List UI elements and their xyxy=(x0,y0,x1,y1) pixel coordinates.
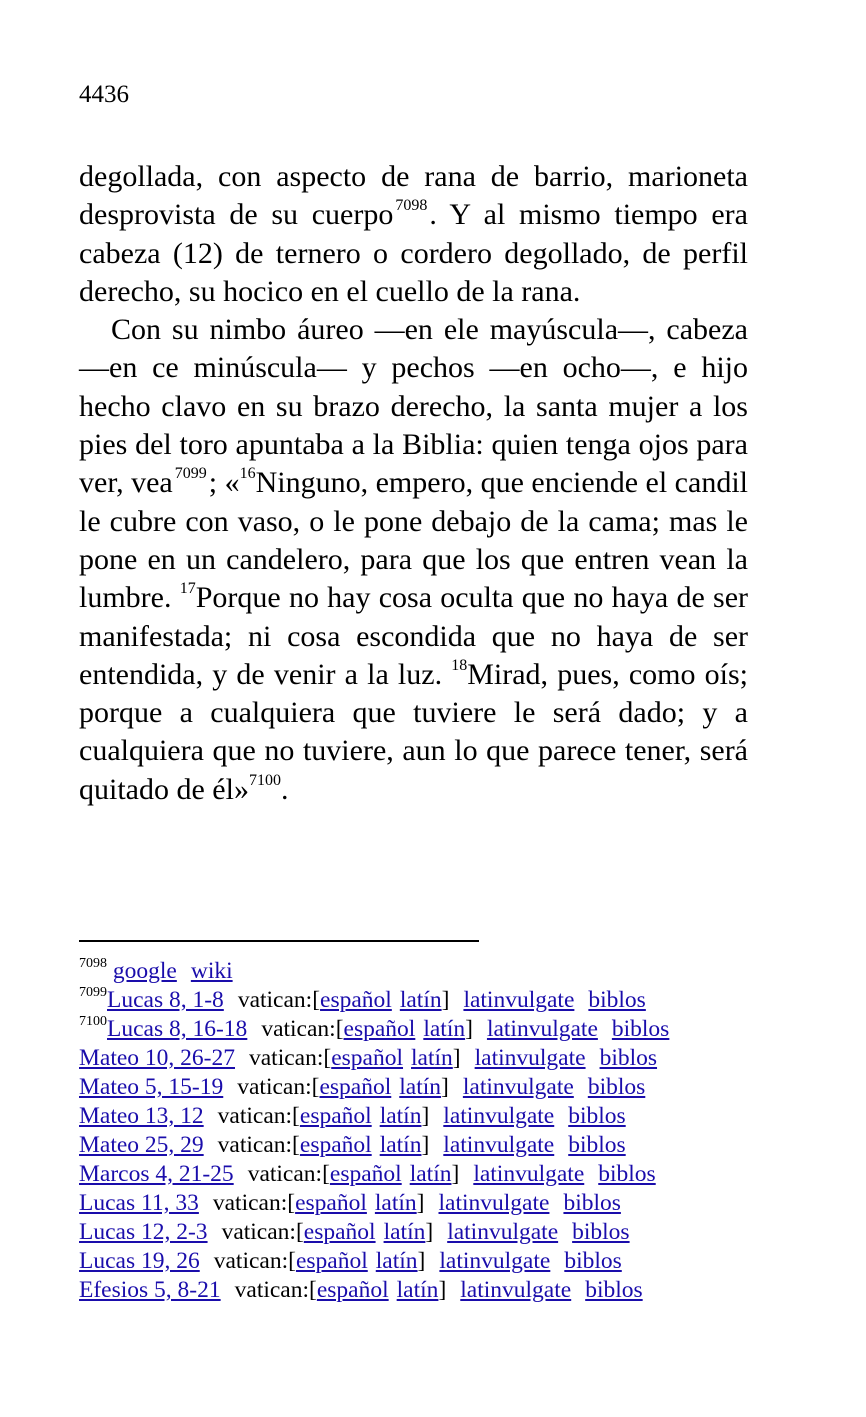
footnote-ref-line xyxy=(79,1073,819,1102)
verse-number: 18 xyxy=(451,656,468,674)
latinvulgate-link[interactable]: latinvulgate xyxy=(463,987,575,1013)
vatican-label: vatican:[ xyxy=(217,1103,300,1129)
footnote-ref-line xyxy=(79,1160,819,1189)
biblos-link[interactable]: biblos xyxy=(585,1277,643,1303)
bible-reference-link[interactable]: Marcos 4, 21-25 xyxy=(79,1161,234,1187)
espanol-link[interactable]: español xyxy=(316,1277,389,1303)
paragraph-text: degollada, con aspecto de rana de barrio, marioneta desprovista de su cuerpo xyxy=(79,160,748,232)
latinvulgate-link[interactable]: latinvulgate xyxy=(462,1074,574,1100)
espanol-link[interactable]: español xyxy=(299,1132,372,1158)
biblos-link[interactable]: biblos xyxy=(587,1074,646,1100)
verse-number: 17 xyxy=(179,580,196,598)
biblos-link[interactable]: biblos xyxy=(611,1016,670,1042)
footnote-number: 7100 xyxy=(79,1014,107,1029)
footnote-ref-line xyxy=(79,1276,819,1305)
biblos-link[interactable]: biblos xyxy=(563,1190,621,1216)
paragraph-text: . Y al mismo tiempo era cabeza (12) de ternero o cordero degollado, de perfil derecho, su hocico en el cuello de la rana. xyxy=(79,198,748,308)
vatican-label: vatican:[ xyxy=(213,1248,296,1274)
espanol-link[interactable]: español xyxy=(295,1190,367,1216)
latin-link[interactable]: latín xyxy=(379,1132,422,1158)
paragraph-text: ; « xyxy=(208,466,240,500)
paragraph-text: Porque no hay cosa oculta que no haya de ser manifestada; ni cosa escondida que no haya de ser entendida, y de venir a la luz. xyxy=(79,581,748,691)
biblos-link[interactable]: biblos xyxy=(564,1248,622,1274)
wiki-link[interactable]: wiki xyxy=(190,958,233,984)
bible-reference-link[interactable]: Lucas 8, 1-8 xyxy=(107,987,224,1013)
close-bracket: ] xyxy=(438,1277,447,1303)
latin-link[interactable]: latín xyxy=(409,1161,452,1187)
footnote-ref: 7099 xyxy=(174,465,207,483)
latinvulgate-link[interactable]: latinvulgate xyxy=(473,1161,585,1187)
close-bracket: ] xyxy=(452,1045,461,1071)
vatican-label: vatican:[ xyxy=(249,1045,332,1071)
latin-link[interactable]: latín xyxy=(399,1074,442,1100)
paragraph-text: Con su nimbo áureo —en ele mayúscula—, cabeza —en ce minúscula— y pechos —en ocho—, e hijo hecho clavo en su brazo derecho, la santa mujer a los pies del toro apuntaba a la Biblia: quien tenga ojos para ver, vea xyxy=(79,313,748,500)
biblos-link[interactable]: biblos xyxy=(568,1103,626,1129)
close-bracket: ] xyxy=(417,1248,426,1274)
bible-reference-link[interactable]: Efesios 5, 8-21 xyxy=(79,1277,221,1303)
footnote-7098 xyxy=(79,957,819,986)
footnote-ref: 7098 xyxy=(395,197,428,215)
footnote-number: 7099 xyxy=(79,985,107,1000)
vatican-label: vatican:[ xyxy=(234,1277,317,1303)
biblos-link[interactable]: biblos xyxy=(568,1132,626,1158)
espanol-link[interactable]: español xyxy=(331,1045,404,1071)
latinvulgate-link[interactable]: latinvulgate xyxy=(443,1103,555,1129)
paragraph-text: Mirad, pues, como oís; porque a cualquiera que tuviere le será dado; y a cualquiera que no tuviere, aun lo que parece tener, será quitado de él» xyxy=(79,657,748,806)
paragraph-1 xyxy=(79,158,748,311)
latinvulgate-link[interactable]: latinvulgate xyxy=(486,1016,598,1042)
latin-link[interactable]: latín xyxy=(399,987,442,1013)
close-bracket: ] xyxy=(421,1132,430,1158)
latin-link[interactable]: latín xyxy=(396,1277,439,1303)
espanol-link[interactable]: español xyxy=(343,1016,416,1042)
close-bracket: ] xyxy=(425,1219,434,1245)
close-bracket: ] xyxy=(465,1016,473,1042)
espanol-link[interactable]: español xyxy=(299,1103,372,1129)
paragraph-text: . xyxy=(280,772,289,806)
close-bracket: ] xyxy=(421,1103,430,1129)
footnote-ref-line xyxy=(79,1131,819,1160)
biblos-link[interactable]: biblos xyxy=(599,1045,658,1071)
espanol-link[interactable]: español xyxy=(319,1074,392,1100)
vatican-label: vatican:[ xyxy=(261,1016,344,1042)
vatican-label: vatican:[ xyxy=(247,1161,330,1187)
vatican-label: vatican:[ xyxy=(237,987,321,1013)
bible-reference-link[interactable]: Lucas 19, 26 xyxy=(79,1248,200,1274)
bible-reference-link[interactable]: Mateo 25, 29 xyxy=(79,1132,204,1158)
latinvulgate-link[interactable]: latinvulgate xyxy=(439,1248,551,1274)
footnotes xyxy=(79,957,819,1305)
close-bracket: ] xyxy=(416,1190,425,1216)
google-link[interactable]: google xyxy=(112,958,177,984)
bible-reference-link[interactable]: Mateo 13, 12 xyxy=(79,1103,204,1129)
footnote-ref: 7100 xyxy=(248,771,281,789)
espanol-link[interactable]: español xyxy=(295,1248,368,1274)
bible-reference-link[interactable]: Lucas 8, 16-18 xyxy=(107,1016,248,1042)
verse-number: 16 xyxy=(239,465,256,483)
espanol-link[interactable]: español xyxy=(303,1219,376,1245)
latin-link[interactable]: latín xyxy=(423,1016,466,1042)
biblos-link[interactable]: biblos xyxy=(598,1161,656,1187)
latin-link[interactable]: latín xyxy=(411,1045,453,1071)
latinvulgate-link[interactable]: latinvulgate xyxy=(474,1045,586,1071)
latinvulgate-link[interactable]: latinvulgate xyxy=(438,1190,550,1216)
footnote-number: 7098 xyxy=(79,956,107,971)
bible-reference-link[interactable]: Lucas 11, 33 xyxy=(79,1190,199,1216)
footnote-ref-line xyxy=(79,1189,819,1218)
vatican-label: vatican:[ xyxy=(217,1132,300,1158)
latin-link[interactable]: latín xyxy=(383,1219,426,1245)
bible-reference-link[interactable]: Mateo 10, 26-27 xyxy=(79,1045,235,1071)
footnote-ref-line xyxy=(79,1015,819,1044)
footnote-ref-line xyxy=(79,1044,819,1073)
footnote-ref-line xyxy=(79,1102,819,1131)
footnote-ref-line xyxy=(79,1247,819,1276)
latin-link[interactable]: latín xyxy=(374,1190,417,1216)
biblos-link[interactable]: biblos xyxy=(572,1219,630,1245)
vatican-label: vatican:[ xyxy=(237,1074,320,1100)
paragraph-2 xyxy=(79,311,748,809)
page-number: 4436 xyxy=(79,81,129,108)
latinvulgate-link[interactable]: latinvulgate xyxy=(447,1219,559,1245)
latinvulgate-link[interactable]: latinvulgate xyxy=(443,1132,555,1158)
espanol-link[interactable]: español xyxy=(320,987,392,1013)
close-bracket: ] xyxy=(441,1074,449,1100)
espanol-link[interactable]: español xyxy=(329,1161,402,1187)
bible-reference-link[interactable]: Lucas 12, 2-3 xyxy=(79,1219,208,1245)
vatican-label: vatican:[ xyxy=(212,1190,296,1216)
latin-link[interactable]: latín xyxy=(379,1103,422,1129)
latin-link[interactable]: latín xyxy=(375,1248,418,1274)
footnote-ref-line xyxy=(79,1218,819,1247)
bible-reference-link[interactable]: Mateo 5, 15-19 xyxy=(79,1074,224,1100)
close-bracket: ] xyxy=(451,1161,460,1187)
footnote-ref-line xyxy=(79,986,819,1015)
vatican-label: vatican:[ xyxy=(221,1219,304,1245)
biblos-link[interactable]: biblos xyxy=(588,987,646,1013)
close-bracket: ] xyxy=(441,987,450,1013)
latinvulgate-link[interactable]: latinvulgate xyxy=(460,1277,572,1303)
body-text xyxy=(79,158,748,809)
footnote-divider xyxy=(79,940,479,942)
paragraph-text: Ninguno, empero, que enciende el candil le cubre con vaso, o le pone debajo de la cama; mas le pone en un candelero, para que los que entren vean la lumbre. xyxy=(79,466,748,615)
